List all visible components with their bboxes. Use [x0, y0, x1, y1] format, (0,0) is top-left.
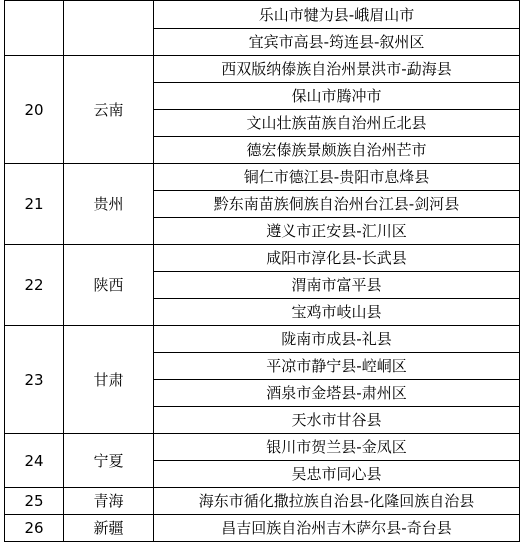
row-number-cell: 22	[5, 245, 64, 326]
province-cell: 新疆	[64, 515, 154, 542]
county-cell: 乐山市犍为县-峨眉山市	[154, 1, 520, 29]
county-cell: 西双版纳傣族自治州景洪市-勐海县	[154, 56, 520, 83]
county-cell: 黔东南苗族侗族自治州台江县-剑河县	[154, 191, 520, 218]
county-cell: 宝鸡市岐山县	[154, 299, 520, 326]
table-row	[5, 488, 520, 515]
county-cell: 遵义市正安县-汇川区	[154, 218, 520, 245]
county-cell: 酒泉市金塔县-肃州区	[154, 380, 520, 407]
county-cell: 宜宾市高县-筠连县-叙州区	[154, 29, 520, 56]
county-cell: 银川市贺兰县-金凤区	[154, 434, 520, 461]
county-cell: 铜仁市德江县-贵阳市息烽县	[154, 164, 520, 191]
province-cell: 陕西	[64, 245, 154, 326]
table-row	[5, 56, 520, 83]
row-number-cell	[5, 1, 64, 56]
row-number-cell: 25	[5, 488, 64, 515]
table-row	[5, 434, 520, 461]
county-cell: 吴忠市同心县	[154, 461, 520, 488]
county-cell: 陇南市成县-礼县	[154, 326, 520, 353]
province-cell: 宁夏	[64, 434, 154, 488]
row-number-cell: 24	[5, 434, 64, 488]
row-number-cell: 23	[5, 326, 64, 434]
county-table	[4, 0, 520, 542]
table-row	[5, 245, 520, 272]
province-cell: 青海	[64, 488, 154, 515]
county-cell: 文山壮族苗族自治州丘北县	[154, 110, 520, 137]
table-row	[5, 1, 520, 29]
row-number-cell: 26	[5, 515, 64, 542]
province-cell: 云南	[64, 56, 154, 164]
county-cell: 咸阳市淳化县-长武县	[154, 245, 520, 272]
county-cell: 天水市甘谷县	[154, 407, 520, 434]
county-cell: 海东市循化撒拉族自治县-化隆回族自治县	[154, 488, 520, 515]
county-table-body	[5, 1, 520, 542]
province-cell: 甘肃	[64, 326, 154, 434]
province-cell	[64, 1, 154, 56]
table-row	[5, 164, 520, 191]
province-cell: 贵州	[64, 164, 154, 245]
row-number-cell: 20	[5, 56, 64, 164]
county-cell: 昌吉回族自治州吉木萨尔县-奇台县	[154, 515, 520, 542]
county-cell: 渭南市富平县	[154, 272, 520, 299]
county-cell: 保山市腾冲市	[154, 83, 520, 110]
table-row	[5, 326, 520, 353]
county-cell: 平凉市静宁县-崆峒区	[154, 353, 520, 380]
county-cell: 德宏傣族景颇族自治州芒市	[154, 137, 520, 164]
table-row	[5, 515, 520, 542]
row-number-cell: 21	[5, 164, 64, 245]
